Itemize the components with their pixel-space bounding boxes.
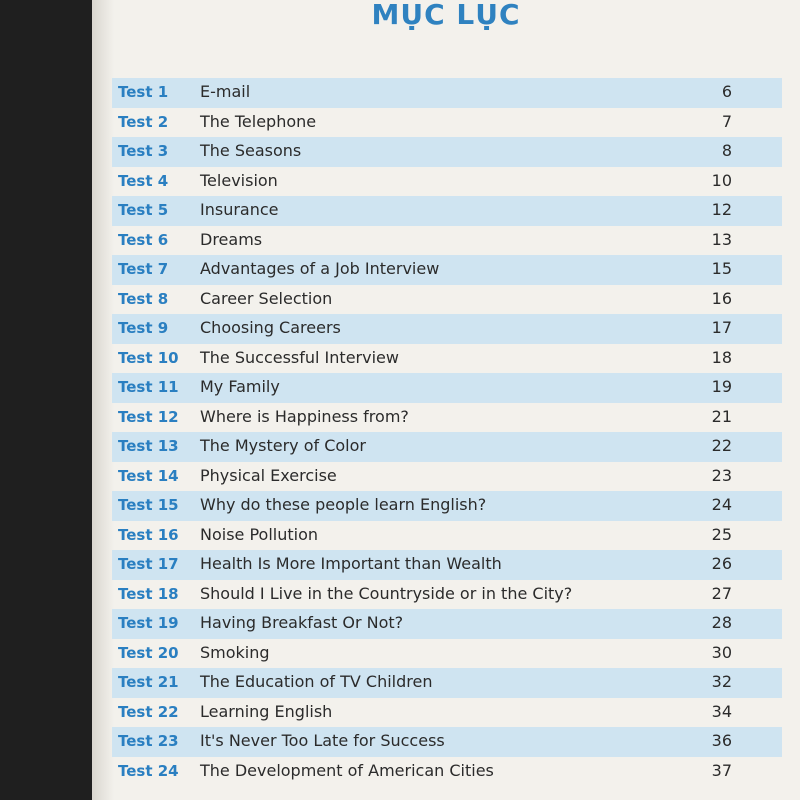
toc-entry-title: Learning English — [200, 701, 333, 721]
toc-page-number: 17 — [711, 318, 732, 337]
toc-row — [112, 373, 782, 403]
toc-entry-title: Choosing Careers — [200, 318, 341, 337]
toc-page-number: 27 — [711, 583, 732, 603]
toc-test-number: Test 6 — [118, 230, 169, 249]
toc-page-number: 13 — [711, 229, 732, 249]
toc-entry-title: The Seasons — [200, 141, 302, 160]
toc-page-number: 18 — [711, 347, 732, 367]
toc-row — [112, 78, 782, 108]
toc-page-number: 8 — [721, 141, 732, 160]
book-page — [92, 0, 800, 800]
toc-row — [112, 580, 782, 610]
toc-entry-title: The Telephone — [200, 111, 317, 131]
toc-page-number: 7 — [721, 111, 732, 131]
toc-page-number: 10 — [711, 170, 732, 190]
toc-row — [112, 609, 782, 639]
toc-test-number: Test 24 — [118, 761, 179, 780]
toc-test-number: Test 14 — [118, 466, 179, 485]
toc-page-number: 36 — [711, 731, 732, 750]
toc-entry-title: It's Never Too Late for Success — [200, 731, 445, 750]
toc-test-number: Test 10 — [118, 348, 179, 367]
toc-page-number: 37 — [711, 760, 732, 780]
toc-row — [112, 314, 782, 344]
page-title: MỤC LỤC — [371, 0, 521, 31]
toc-entry-title: Having Breakfast Or Not? — [200, 613, 404, 632]
toc-row — [112, 255, 782, 285]
toc-test-number: Test 2 — [118, 112, 169, 131]
toc-entry-title: Dreams — [200, 229, 263, 249]
toc-entry-title: Why do these people learn English? — [200, 495, 487, 514]
toc-page-number: 26 — [711, 554, 732, 573]
toc-test-number: Test 19 — [118, 614, 179, 632]
toc-page-number: 15 — [711, 259, 732, 278]
toc-test-number: Test 13 — [118, 437, 179, 455]
toc-entry-title: The Education of TV Children — [200, 672, 433, 691]
toc-row — [112, 698, 782, 728]
toc-row — [112, 757, 782, 787]
toc-test-number: Test 7 — [118, 260, 169, 278]
toc-test-number: Test 3 — [118, 142, 169, 160]
toc-page-number: 22 — [711, 436, 732, 455]
toc-row — [112, 403, 782, 433]
toc-page-number: 23 — [711, 465, 732, 485]
toc-test-number: Test 4 — [118, 171, 169, 190]
toc-test-number: Test 21 — [118, 673, 179, 691]
toc-page-number: 12 — [711, 200, 732, 219]
toc-row — [112, 668, 782, 698]
toc-row — [112, 226, 782, 256]
toc-row — [112, 137, 782, 167]
toc-row — [112, 462, 782, 492]
toc-row — [112, 344, 782, 374]
toc-test-number: Test 18 — [118, 584, 179, 603]
toc-test-number: Test 22 — [118, 702, 179, 721]
toc-page-number: 25 — [711, 524, 732, 544]
toc-test-number: Test 1 — [118, 83, 169, 101]
toc-page-number: 24 — [711, 495, 732, 514]
toc-page-number: 28 — [711, 613, 732, 632]
toc-test-number: Test 8 — [118, 289, 169, 308]
toc-row — [112, 521, 782, 551]
toc-entry-title: Where is Happiness from? — [200, 406, 409, 426]
toc-test-number: Test 17 — [118, 555, 179, 573]
toc-page-number: 16 — [711, 288, 732, 308]
toc-entry-title: Physical Exercise — [200, 465, 337, 485]
toc-test-number: Test 9 — [118, 319, 169, 337]
toc-entry-title: Noise Pollution — [200, 524, 319, 544]
toc-page-number: 30 — [711, 642, 732, 662]
toc-entry-title: Insurance — [200, 200, 279, 219]
toc-row — [112, 727, 782, 757]
toc-test-number: Test 5 — [118, 201, 169, 219]
toc-test-number: Test 16 — [118, 525, 179, 544]
toc-page-number: 6 — [721, 82, 732, 101]
toc-test-number: Test 11 — [118, 378, 179, 396]
toc-row — [112, 196, 782, 226]
toc-page-number: 21 — [711, 406, 732, 426]
toc-test-number: Test 20 — [118, 643, 179, 662]
toc-entry-title: My Family — [200, 377, 280, 396]
toc-row — [112, 167, 782, 197]
toc-entry-title: Advantages of a Job Interview — [200, 259, 440, 278]
toc-entry-title: Smoking — [200, 642, 270, 662]
toc-entry-title: Should I Live in the Countryside or in the City? — [200, 583, 573, 603]
table-of-contents — [112, 78, 782, 786]
toc-entry-title: Career Selection — [200, 288, 333, 308]
toc-row — [112, 108, 782, 138]
toc-page-number: 32 — [711, 672, 732, 691]
toc-entry-title: Television — [200, 170, 278, 190]
toc-row — [112, 285, 782, 315]
toc-entry-title: The Mystery of Color — [200, 436, 366, 455]
toc-page-number: 19 — [711, 377, 732, 396]
toc-entry-title: E-mail — [200, 82, 251, 101]
toc-row — [112, 550, 782, 580]
page-gutter-shadow — [92, 0, 114, 800]
toc-entry-title: Health Is More Important than Wealth — [200, 554, 502, 573]
toc-entry-title: The Successful Interview — [200, 347, 399, 367]
toc-row — [112, 432, 782, 462]
toc-row — [112, 639, 782, 669]
toc-page-number: 34 — [711, 701, 732, 721]
toc-entry-title: The Development of American Cities — [200, 760, 494, 780]
toc-row — [112, 491, 782, 521]
toc-test-number: Test 15 — [118, 496, 179, 514]
toc-test-number: Test 23 — [118, 732, 179, 750]
toc-test-number: Test 12 — [118, 407, 179, 426]
